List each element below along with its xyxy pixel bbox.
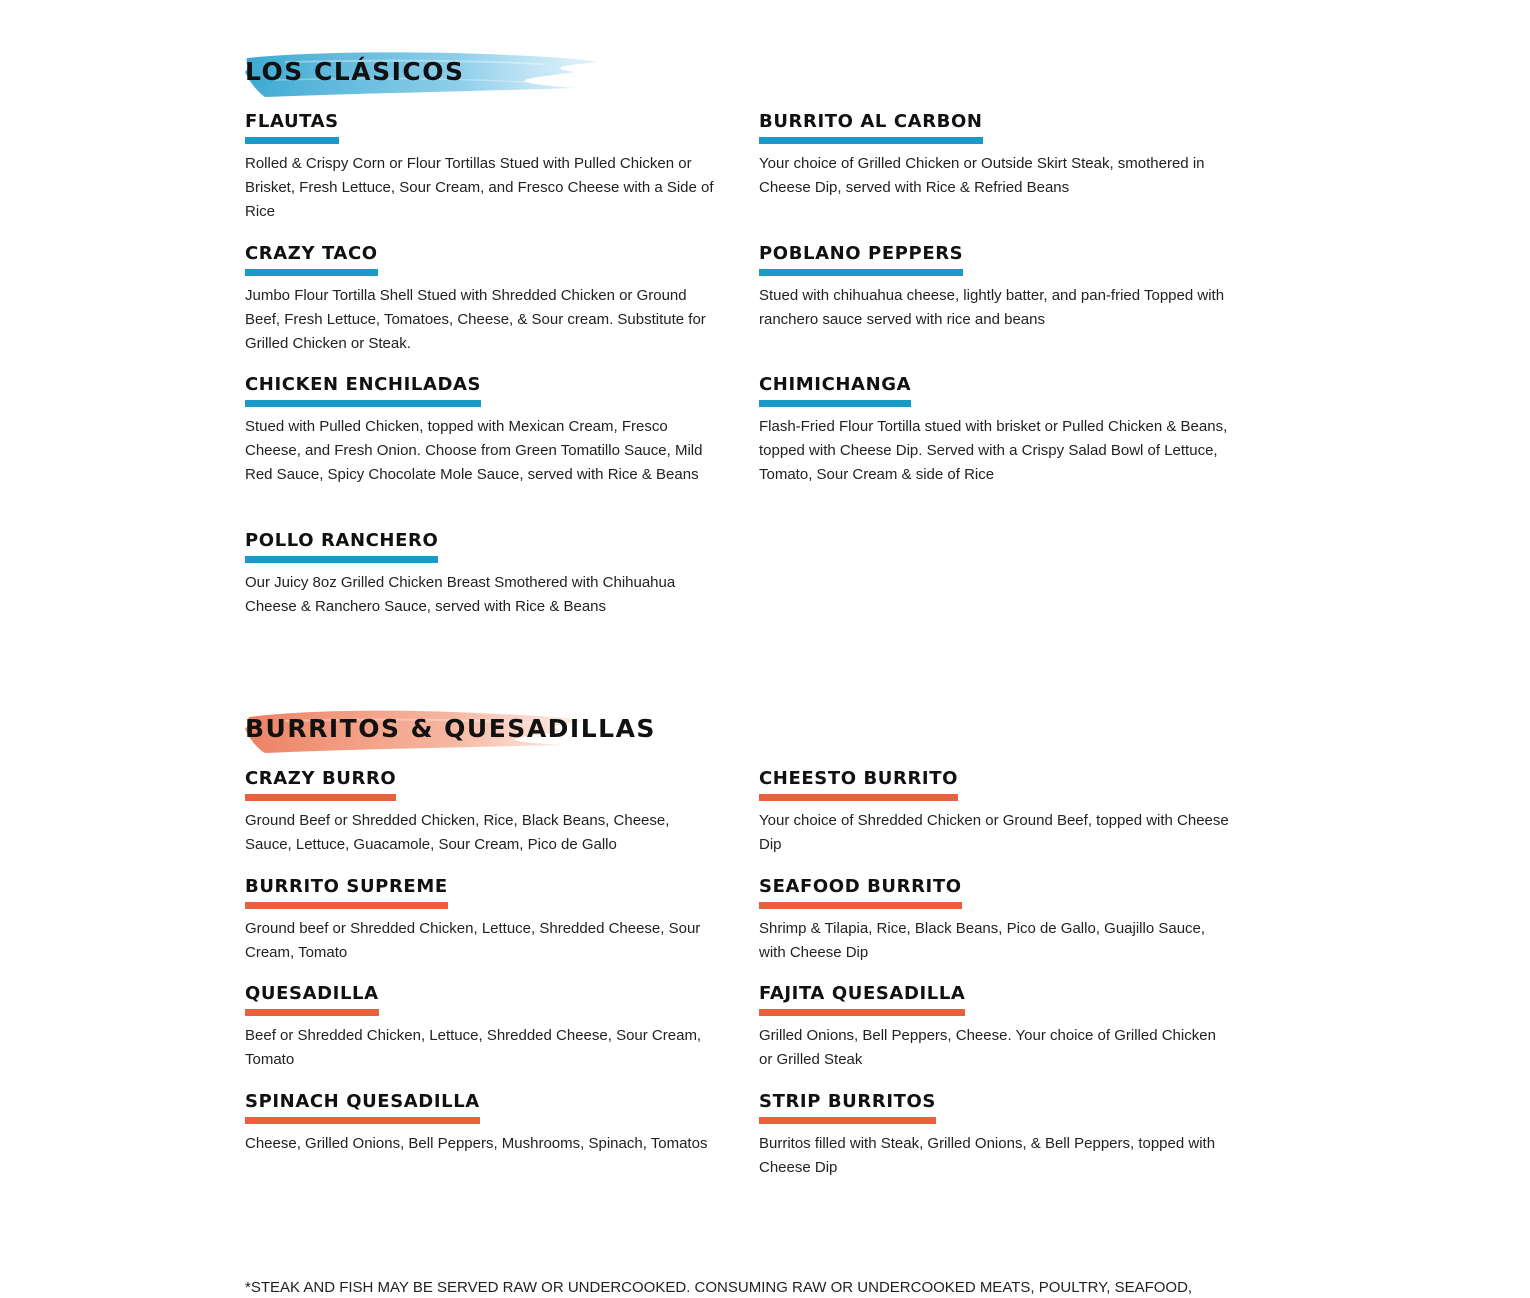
menu-item-name: CRAZY BURRO [245, 767, 396, 801]
menu-item-description: Burritos filled with Steak, Grilled Onions, & Bell Peppers, topped with Cheese Dip [759, 1135, 1216, 1176]
menu-item-name: CHICKEN ENCHILADAS [245, 373, 481, 407]
menu-item [759, 110, 1229, 200]
section-los-clasicos [245, 50, 1245, 615]
section-title: LOS CLÁSICOS [245, 57, 465, 86]
menu-item-name: CHIMICHANGA [759, 373, 911, 407]
menu-item [759, 373, 1229, 487]
menu-item-name: POBLANO PEPPERS [759, 242, 963, 276]
menu-item-description: Ground Beef or Shredded Chicken, Rice, Black Beans, Cheese, Sauce, Lettuce, Guacamole, Sour Cream, Pico de Gallo [245, 812, 670, 853]
menu-item-description: Flash-Fried Flour Tortilla stued with brisket or Pulled Chicken & Beans, topped with Cheese Dip. Served with a Crispy Salad Bowl of Lettuce, Tomato, Sour Cream & side of Rice [759, 418, 1228, 483]
menu-item-description: Cheese, Grilled Onions, Bell Peppers, Mushrooms, Spinach, Tomatos [245, 1135, 708, 1152]
menu-item-name: CHEESTO BURRITO [759, 767, 958, 801]
section-burritos-quesadillas [245, 707, 1245, 1176]
menu-item-name: FAJITA QUESADILLA [759, 982, 965, 1016]
menu-item-description: Rolled & Crispy Corn or Flour Tortillas Stued with Pulled Chicken or Brisket, Fresh Lettuce, Sour Cream, and Fresco Cheese with a Side of Rice [245, 155, 714, 220]
menu-item-description: Jumbo Flour Tortilla Shell Stued with Shredded Chicken or Ground Beef, Fresh Lettuce, Tomatoes, Cheese, & Sour cream. Substitute for Grilled Chicken or Steak. [245, 287, 706, 352]
menu-item-name: CRAZY TACO [245, 242, 378, 276]
menu-item-name: BURRITO AL CARBON [759, 110, 983, 144]
menu-item [245, 242, 715, 356]
menu-item-description: Your choice of Shredded Chicken or Ground Beef, topped with Cheese Dip [759, 812, 1229, 853]
section-title: BURRITOS & QUESADILLAS [245, 714, 656, 743]
menu-item-description: Our Juicy 8oz Grilled Chicken Breast Smothered with Chihuahua Cheese & Ranchero Sauce, served with Rice & Beans [245, 574, 676, 615]
menu-item [759, 767, 1229, 857]
menu-item-description: Ground beef or Shredded Chicken, Lettuce, Shredded Cheese, Sour Cream, Tomato [245, 920, 701, 961]
menu-item-description: Beef or Shredded Chicken, Lettuce, Shredded Cheese, Sour Cream, Tomato [245, 1027, 702, 1068]
menu-item [245, 982, 715, 1072]
menu-item-name: STRIP BURRITOS [759, 1090, 936, 1124]
menu-item-name: QUESADILLA [245, 982, 379, 1016]
menu-item-description: Your choice of Grilled Chicken or Outside Skirt Steak, smothered in Cheese Dip, served with Rice & Refried Beans [759, 155, 1205, 196]
menu-item [245, 373, 715, 487]
menu-item-name: POLLO RANCHERO [245, 529, 438, 563]
menu-item-description: Grilled Onions, Bell Peppers, Cheese. Your choice of Grilled Chicken or Grilled Steak [759, 1027, 1216, 1068]
menu-item-name: BURRITO SUPREME [245, 875, 448, 909]
menu-item-name: FLAUTAS [245, 110, 339, 144]
menu-item [759, 242, 1229, 332]
menu-item [759, 875, 1229, 965]
menu-item [245, 110, 715, 224]
section-header [245, 50, 1245, 110]
menu-item-description: Stued with chihuahua cheese, lightly batter, and pan-fried Topped with ranchero sauce served with rice and beans [759, 287, 1225, 328]
section-header [245, 707, 1245, 767]
menu-item-name: SEAFOOD BURRITO [759, 875, 962, 909]
menu-item [245, 1090, 715, 1156]
menu-item [245, 767, 715, 857]
menu-item-description: Stued with Pulled Chicken, topped with Mexican Cream, Fresco Cheese, and Fresh Onion. Choose from Green Tomatillo Sauce, Mild Red Sauce, Spicy Chocolate Mole Sauce, served with Rice & Beans [245, 418, 703, 483]
menu-item [245, 875, 715, 965]
menu-item [759, 1090, 1229, 1180]
menu-item-description: Shrimp & Tilapia, Rice, Black Beans, Pico de Gallo, Guajillo Sauce, with Cheese Dip [759, 920, 1206, 961]
menu-item [245, 529, 715, 619]
menu-item [759, 982, 1229, 1072]
menu-item-name: SPINACH QUESADILLA [245, 1090, 480, 1124]
disclaimer-footnote: *STEAK AND FISH MAY BE SERVED RAW OR UNDERCOOKED. CONSUMING RAW OR UNDERCOOKED MEATS, POULTRY, SEAFOOD, [245, 1279, 1193, 1296]
